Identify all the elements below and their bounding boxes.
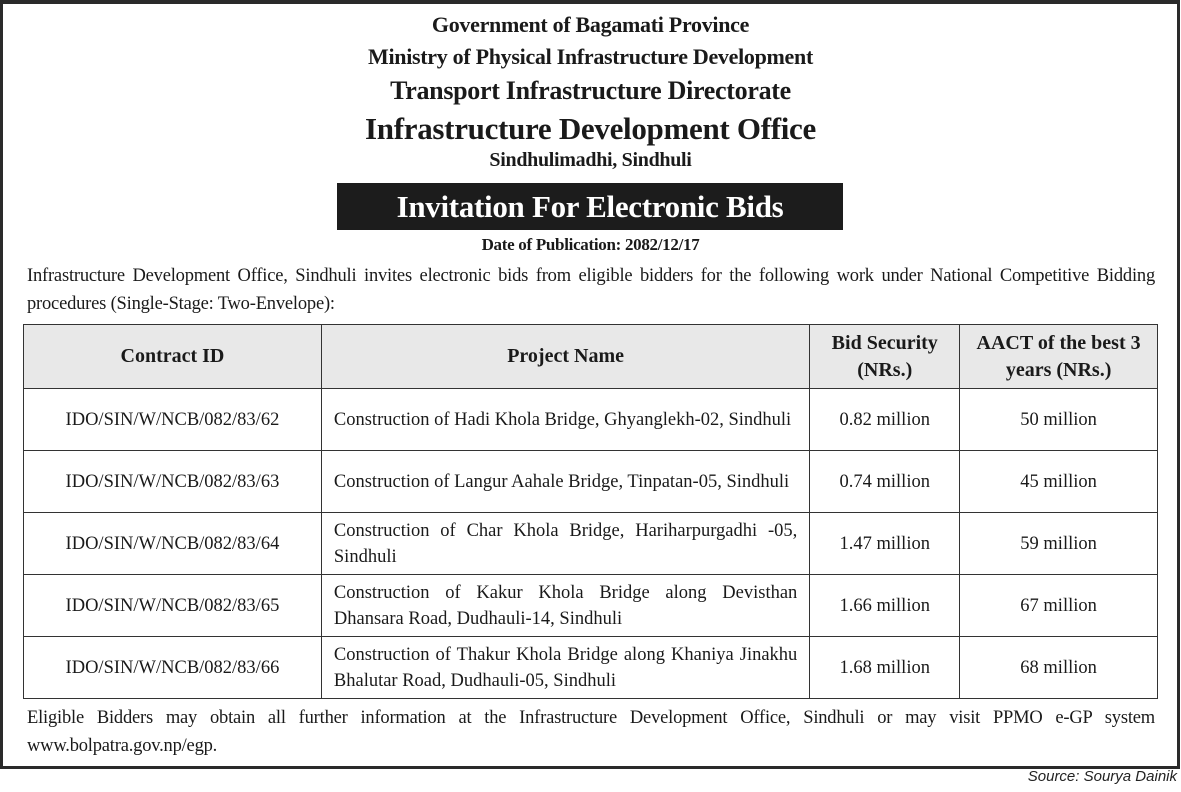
- contract-id-cell: IDO/SIN/W/NCB/082/83/66: [24, 637, 322, 699]
- project-name-cell: Construction of Langur Aahale Bridge, Tinpatan-05, Sindhuli: [321, 451, 809, 513]
- col-header-contract-id: Contract ID: [24, 325, 322, 389]
- col-header-project-name: Project Name: [321, 325, 809, 389]
- notice-title: Invitation For Electronic Bids: [337, 183, 843, 230]
- footer-paragraph: Eligible Bidders may obtain all further information at the Infrastructure Development Office, Sindhuli or may visit PPMO e-GP system www.bolpatra.gov.np/egp.: [27, 708, 1155, 756]
- table-row: [24, 513, 1158, 575]
- aact-cell: 50 million: [960, 389, 1158, 451]
- contract-id-cell: IDO/SIN/W/NCB/082/83/65: [24, 575, 322, 637]
- bid-security-cell: 1.47 million: [810, 513, 960, 575]
- aact-cell: 68 million: [960, 637, 1158, 699]
- header-ministry: Ministry of Physical Infrastructure Development: [368, 44, 813, 69]
- bid-security-cell: 1.66 million: [810, 575, 960, 637]
- contract-id-cell: IDO/SIN/W/NCB/082/83/62: [24, 389, 322, 451]
- aact-cell: 67 million: [960, 575, 1158, 637]
- contract-id-cell: IDO/SIN/W/NCB/082/83/63: [24, 451, 322, 513]
- aact-cell: 45 million: [960, 451, 1158, 513]
- contract-id-cell: IDO/SIN/W/NCB/082/83/64: [24, 513, 322, 575]
- col-header-aact: AACT of the best 3 years (NRs.): [960, 325, 1158, 389]
- project-name-cell: Construction of Kakur Khola Bridge along Devisthan Dhansara Road, Dudhauli-14, Sindhuli: [321, 575, 809, 637]
- header-location: Sindhulimadhi, Sindhuli: [489, 149, 692, 171]
- aact-cell: 59 million: [960, 513, 1158, 575]
- table-row: [24, 451, 1158, 513]
- project-name-cell: Construction of Thakur Khola Bridge along Khaniya Jinakhu Bhalutar Road, Dudhauli-05, Sindhuli: [321, 637, 809, 699]
- project-name-cell: Construction of Char Khola Bridge, Hariharpurgadhi -05, Sindhuli: [321, 513, 809, 575]
- header-office: Infrastructure Development Office: [365, 111, 816, 146]
- header-government: Government of Bagamati Province: [431, 12, 750, 37]
- project-name-cell: Construction of Hadi Khola Bridge, Ghyanglekh-02, Sindhuli: [321, 389, 809, 451]
- table-row: [24, 389, 1158, 451]
- bid-security-cell: 0.74 million: [810, 451, 960, 513]
- publication-date: Date of Publication: 2082/12/17: [481, 235, 700, 254]
- table-row: [24, 637, 1158, 699]
- bids-table: [23, 324, 1158, 699]
- table-header-row: [24, 325, 1158, 389]
- col-header-bid-security: Bid Security (NRs.): [810, 325, 960, 389]
- bid-security-cell: 0.82 million: [810, 389, 960, 451]
- header-directorate: Transport Infrastructure Directorate: [390, 76, 791, 105]
- bid-security-cell: 1.68 million: [810, 637, 960, 699]
- table-row: [24, 575, 1158, 637]
- intro-paragraph: Infrastructure Development Office, Sindhuli invites electronic bids from eligible bidders for the following work under National Competitive Bidding procedures (Single-Stage: Two-Envelope):: [27, 266, 1155, 314]
- source-credit: Source: Sourya Dainik: [1027, 768, 1177, 785]
